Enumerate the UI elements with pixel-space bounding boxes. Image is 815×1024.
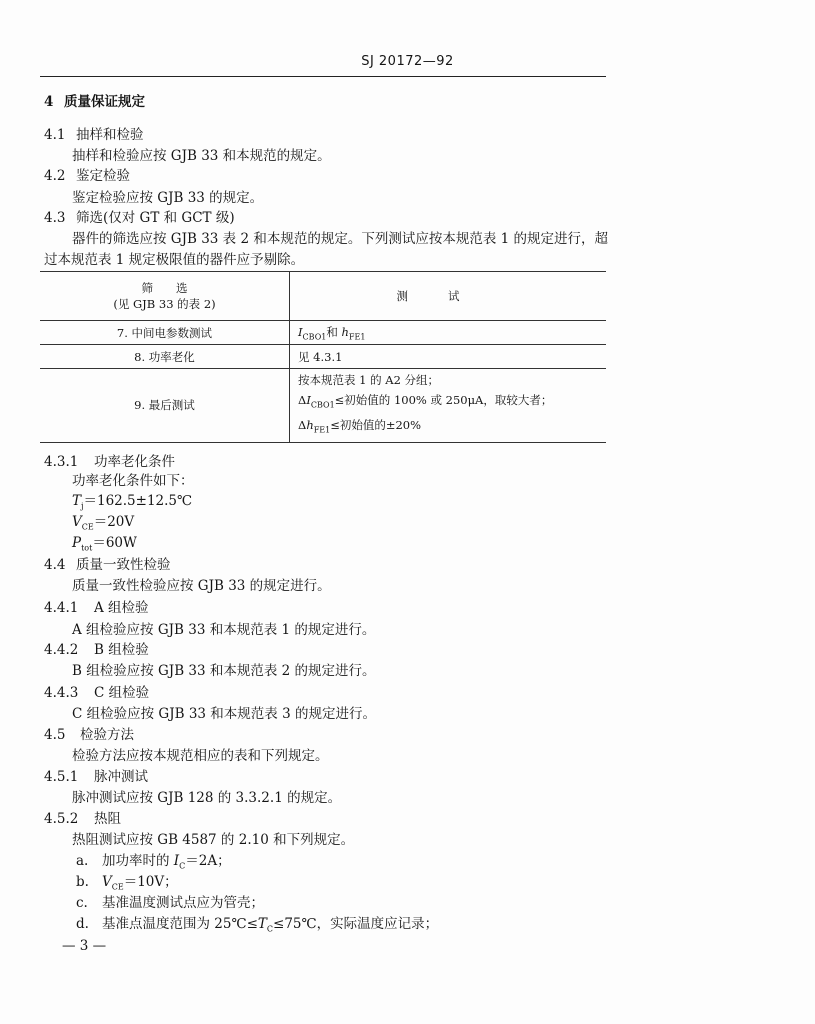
document-number: SJ 20172—92 [361,54,454,69]
list-item-c: 基准温度测试点应为管壳； [102,895,264,911]
delta-symbol: Δ [298,393,307,407]
section-4-4-1-body: A 组检验应按 GJB 33 和本规范表 1 的规定进行。 [72,622,376,638]
list-item-a-label: a. [76,853,89,869]
table-header-screening-ref: (见 GJB 33 的表 2) [113,297,216,311]
section-4-4-1-title: A 组检验 [94,600,149,616]
section-4-2-title: 鉴定检验 [76,168,130,184]
section-4-4-2-number: 4.4.2 [44,642,79,658]
table-cell-step-7-test [290,321,607,345]
section-4-5-number: 4.5 [44,727,66,743]
symbol-v: V [72,514,82,530]
section-4-4-number: 4.4 [44,557,66,573]
section-4-3-number: 4.3 [44,210,66,226]
list-item-c-label: c. [76,895,88,911]
table-cell-step-8-test: 见 4.3.1 [290,345,607,369]
section-4-5-1-number: 4.5.1 [44,769,79,785]
symbol-t-subscript: j [81,501,84,511]
section-4-number: 4 [44,94,54,110]
symbol-h: h [341,324,349,339]
symbol-p: P [72,535,82,551]
section-4-4-body: 质量一致性检验应按 GJB 33 的规定进行。 [72,578,331,594]
list-item-a [102,853,231,875]
table-row [40,369,606,443]
symbol-t: T [72,493,82,509]
final-test-line-1: 按本规范表 1 的 A2 分组； [298,373,440,387]
symbol-h-subscript: FE1 [313,425,331,435]
list-item-d-text: 基准点温度范围为 25℃≤ [102,916,258,932]
list-item-d-label: d. [76,916,89,932]
table-header-test: 测试 [290,272,607,321]
section-4-5-title: 检验方法 [80,727,134,743]
section-4-3-1-body: 功率老化条件如下： [72,473,194,489]
list-item-b-label: b. [76,874,89,890]
list-item-a-value: ＝2A； [185,853,231,869]
section-4-5-2-number: 4.5.2 [44,811,79,827]
total-power-line [72,535,137,557]
symbol-v-subscript: CE [81,522,94,532]
section-4-2-body: 鉴定检验应按 GJB 33 的规定。 [72,190,264,206]
junction-temperature-line [72,493,192,515]
section-4-4-3-number: 4.4.3 [44,685,79,701]
junction-temperature-value: ＝162.5±12.5℃ [83,493,193,509]
section-4-5-2-body: 热阻测试应按 GB 4587 的 2.10 和下列规定。 [72,832,355,848]
table-header-screening-title: 筛 选 [141,281,188,295]
section-4-3-title: 筛选(仅对 GT 和 GCT 级) [76,210,235,226]
collector-emitter-voltage-value: ＝20V [93,514,135,530]
symbol-i: I [173,853,180,869]
collector-emitter-voltage-line [72,514,134,536]
section-4-4-3-body: C 组检验应按 GJB 33 和本规范表 3 的规定进行。 [72,706,376,722]
total-power-value: ＝60W [92,535,137,551]
section-4-1-title: 抽样和检验 [76,127,144,143]
section-4-5-1-title: 脉冲测试 [94,769,148,785]
symbol-t-subscript: C [266,924,274,934]
list-item-a-text: 加功率时的 [102,853,174,869]
section-4-5-2-title: 热阻 [94,811,121,827]
final-test-line-2 [298,390,605,415]
table-cell-step-9-test [290,369,607,443]
header-rule [40,76,606,77]
section-4-3-body-line2: 过本规范表 1 规定极限值的器件应予剔除。 [44,252,305,268]
section-4-5-body: 检验方法应按本规范相应的表和下列规定。 [72,748,329,764]
section-4-5-1-body: 脉冲测试应按 GJB 128 的 3.3.2.1 的规定。 [72,790,342,806]
screening-table [40,271,606,443]
delta-symbol: Δ [298,418,307,433]
section-4-4-2-body: B 组检验应按 GJB 33 和本规范表 2 的规定进行。 [72,663,376,679]
section-4-3-body-line1: 器件的筛选应按 GJB 33 表 2 和本规范的规定。下列测试应按本规范表 1 的规定进行，超 [72,231,609,247]
list-item-b [102,874,178,896]
section-4-title: 质量保证规定 [64,94,145,110]
section-4-4-title: 质量一致性检验 [76,557,171,573]
symbol-i-subscript: CBO1 [302,332,327,342]
symbol-h: h [306,418,314,433]
section-4-3-1-title: 功率老化条件 [94,454,175,470]
section-4-4-3-title: C 组检验 [94,685,150,701]
table-header-row [40,272,606,321]
table-row [40,345,606,369]
symbol-h-subscript: FE1 [348,332,366,342]
section-4-1-number: 4.1 [44,127,66,143]
symbol-t: T [257,916,267,932]
table-cell-step-7: 7. 中间电参数测试 [40,321,290,345]
list-item-b-value: ＝10V； [123,874,178,890]
symbol-p-subscript: tot [81,543,93,553]
symbol-i: I [306,393,311,407]
symbol-i-subscript: CBO1 [310,400,335,410]
symbol-i-subscript: C [179,861,186,871]
section-4-1-body: 抽样和检验应按 GJB 33 和本规范的规定。 [72,148,331,164]
symbol-i: I [298,324,303,339]
list-item-d [102,916,438,938]
list-item-d-rest: ≤75℃，实际温度应记录； [273,916,439,932]
symbol-v-subscript: CE [111,882,124,892]
section-4-4-2-title: B 组检验 [94,642,149,658]
final-test-line-3-text: ≤初始值的±20% [330,418,422,433]
section-4-2-number: 4.2 [44,168,66,184]
section-4-4-1-number: 4.4.1 [44,600,79,616]
final-test-line-2-text: ≤初始值的 100% 或 250μA，取较大者； [334,393,553,407]
table-header-screening [40,272,290,321]
conjunction-text: 和 [326,324,338,339]
page-number: — 3 — [62,938,107,954]
section-4-3-1-number: 4.3.1 [44,454,79,470]
symbol-v: V [102,874,112,890]
table-cell-step-8: 8. 功率老化 [40,345,290,369]
final-test-line-3 [298,415,605,440]
table-row [40,321,606,345]
table-cell-step-9: 9. 最后测试 [40,369,290,443]
